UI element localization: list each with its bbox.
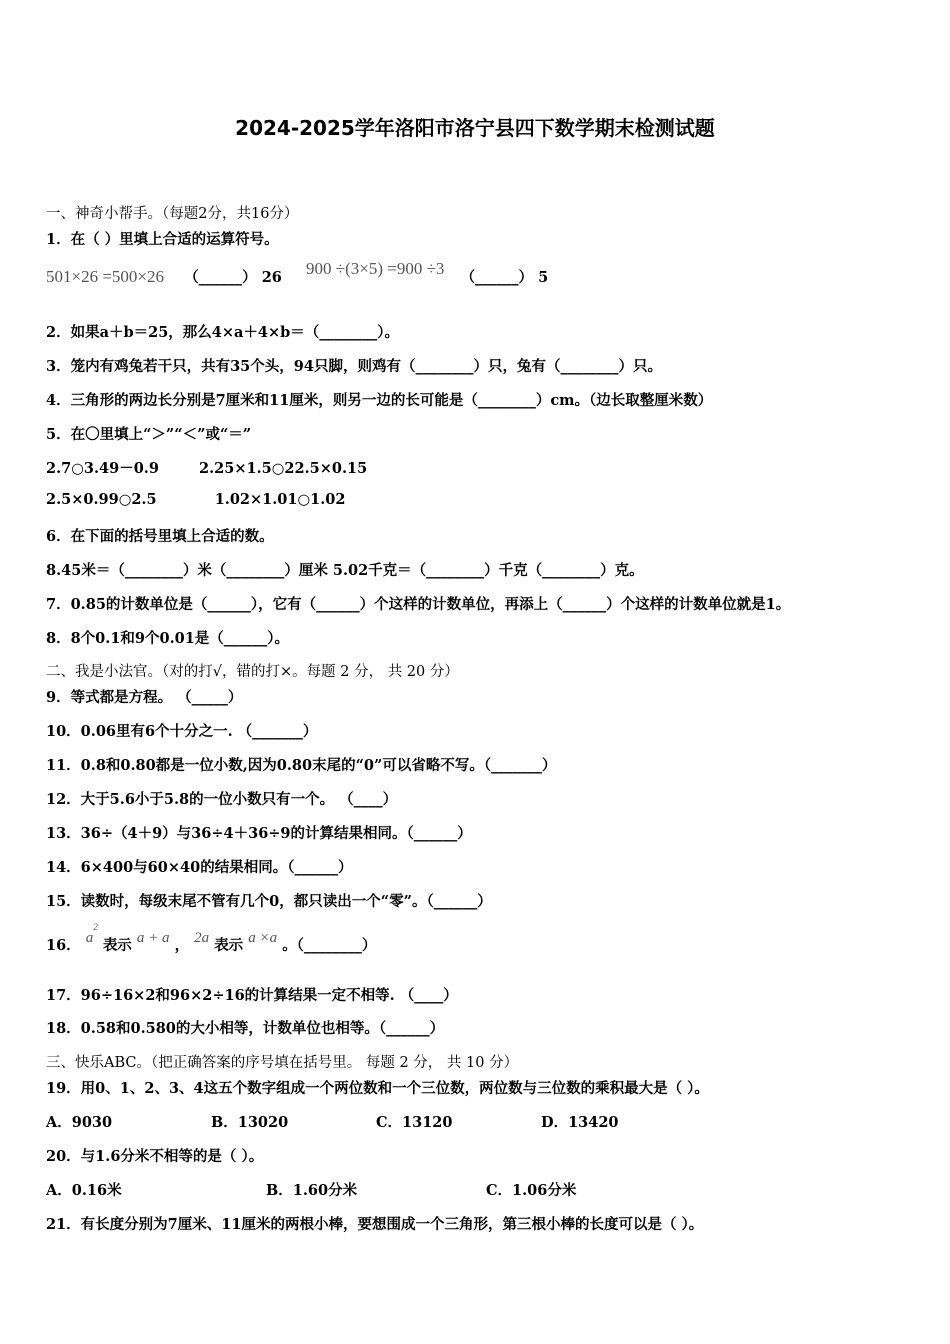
q16-means1: 表示	[102, 937, 132, 954]
q18: 18．0.58和0.580的大小相等，计数单位也相等。（______）	[46, 1020, 445, 1037]
q4: 4．三角形的两边长分别是7厘米和11厘米，则另一边的长可能是（________）cm。（边长取整厘米数）	[46, 392, 713, 409]
q3: 3．笼内有鸡兔若干只，共有35个头，94只脚，则鸡有（________）只，兔有（________）只。	[46, 358, 662, 375]
q16-means2: 表示	[214, 937, 244, 954]
q20-option-a: A．0.16米	[46, 1182, 122, 1199]
q5d: 1.02×1.01○1.02	[214, 491, 346, 508]
q1-equations	[46, 259, 549, 287]
q16-a-squared: $a^2$	[85, 922, 98, 946]
q17: 17．96÷16×2和96×2÷16的计算结果一定不相等. （____）	[46, 987, 458, 1004]
q6-line: 8.45米＝（________）米（________）厘米 5.02千克＝（________）千克（________）克。	[46, 562, 644, 579]
q1-eq1: 501×26 =500×26	[46, 267, 165, 286]
section1-heading: 一、神奇小帮手。（每题2分，共16分）	[46, 206, 299, 222]
q16-expr1: a + a	[136, 930, 170, 946]
q11: 11．0.8和0.80都是一位小数,因为0.80末尾的“0”可以省略不写。（_______）	[46, 757, 557, 774]
q1-blank2: （______）	[460, 269, 534, 286]
q20-option-b: B．1.60分米	[266, 1182, 358, 1199]
page-title: 2024-2025学年洛阳市洛宁县四下数学期末检测试题	[235, 116, 715, 140]
q19-option-d: D．13420	[541, 1114, 619, 1131]
q5-row2	[46, 491, 345, 508]
q13: 13．36÷（4＋9）与36÷4＋36÷9的计算结果相同。（______）	[46, 825, 472, 842]
q10: 10．0.06里有6个十分之一. （_______）	[46, 723, 318, 740]
q15: 15．读数时，每级末尾不管有几个0，都只读出一个“零”。（______）	[46, 893, 492, 910]
q7: 7．0.85的计数单位是（______），它有（______）个这样的计数单位，再添上（______）个这样的计数单位就是1。	[46, 596, 791, 613]
q16	[46, 922, 377, 955]
q9: 9．等式都是方程。 （_____）	[46, 689, 243, 706]
q16-expr2: a ×a	[248, 930, 278, 946]
q20-option-c: C．1.06分米	[486, 1182, 577, 1199]
q16-comma: ，	[174, 937, 190, 954]
section3-heading: 三、快乐ABC。（把正确答案的序号填在括号里。 每题 2 分， 共 10 分）	[46, 1055, 519, 1071]
q19: 19．用0、1、2、3、4这五个数字组成一个两位数和一个三位数，两位数与三位数的乘积最大是（ ）。	[46, 1080, 709, 1097]
q5a: 2.7○3.49－0.9	[46, 460, 159, 477]
q5-row1	[46, 457, 367, 478]
q1-text: 1．在（ ）里填上合适的运算符号。	[46, 231, 279, 248]
q6: 6．在下面的括号里填上合适的数。	[46, 528, 274, 545]
q1-tail1: 26	[261, 269, 282, 286]
q2: 2．如果a＋b＝25，那么4×a＋4×b＝（________）。	[46, 324, 400, 341]
q19-option-a: A．9030	[46, 1114, 113, 1131]
q16-tail: 。（________）	[282, 937, 377, 954]
q1-blank1: （______）	[184, 269, 257, 286]
section2-heading: 二、我是小法官。（对的打√，错的打×。每题 2 分， 共 20 分）	[46, 664, 459, 680]
q19-option-c: C．13120	[376, 1114, 453, 1131]
q19-option-b: B．13020	[211, 1114, 289, 1131]
q5b: 2.25×1.5○22.5×0.15	[199, 460, 368, 477]
q5c: 2.5×0.99○2.5	[46, 491, 157, 508]
q16-2a: 2a	[194, 930, 210, 946]
q16-num: 16．	[46, 937, 81, 954]
q1-tail2: 5	[538, 269, 549, 286]
q14: 14．6×400与60×40的结果相同。（______）	[46, 859, 353, 876]
q20: 20．与1.6分米不相等的是（ ）。	[46, 1148, 264, 1165]
q21: 21．有长度分别为7厘米、11厘米的两根小棒，要想围成一个三角形，第三根小棒的长度可以是（ ）。	[46, 1216, 704, 1233]
q5: 5．在〇里填上“＞”“＜”或“＝”	[46, 426, 252, 443]
q8: 8．8个0.1和9个0.01是（______）。	[46, 630, 290, 647]
q1-eq2: 900 ÷(3×5) =900 ÷3	[306, 259, 445, 278]
q12: 12．大于5.6小于5.8的一位小数只有一个。 （____）	[46, 791, 398, 808]
